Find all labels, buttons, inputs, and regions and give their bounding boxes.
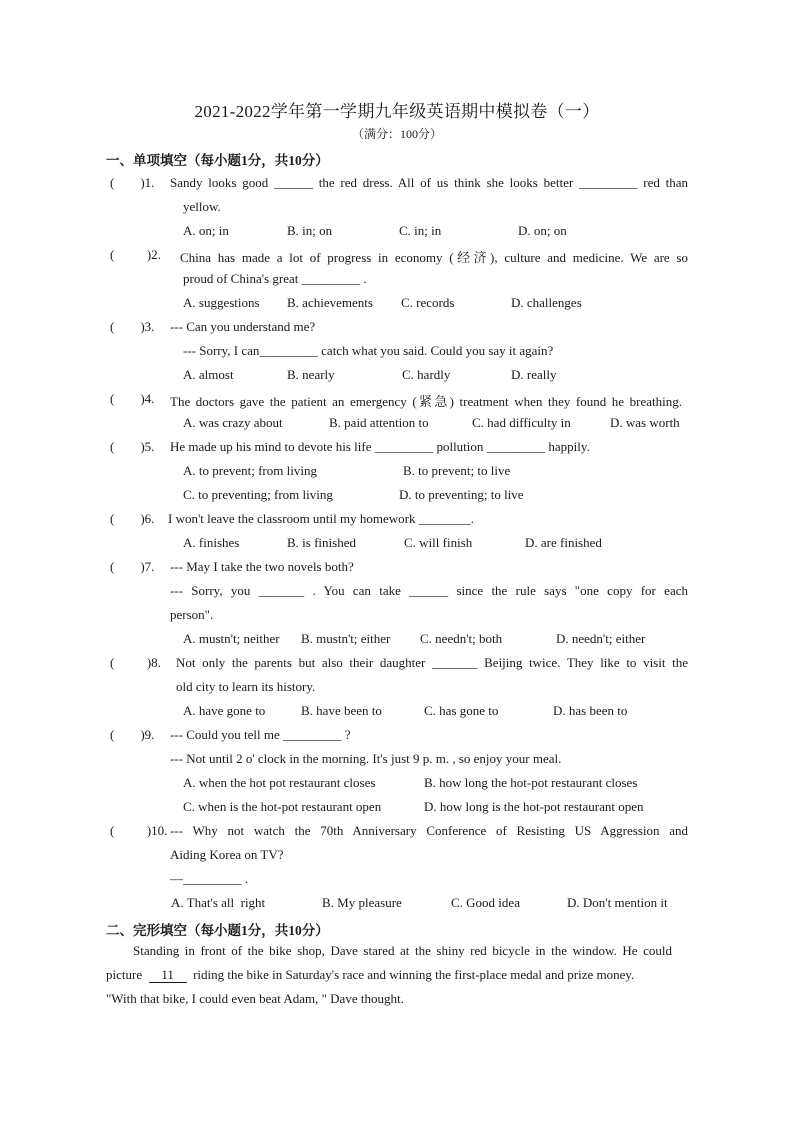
option-d: D. Don't mention it — [567, 895, 668, 910]
question-number: ( )2. — [110, 247, 161, 262]
option-d: D. has been to — [553, 703, 628, 718]
option-a: A. finishes — [183, 535, 240, 550]
option-c: C. had difficulty in — [472, 415, 571, 430]
option-b: B. achievements — [287, 295, 373, 310]
option-c: C. in; in — [399, 223, 442, 238]
question-stem-cont: Aiding Korea on TV? — [170, 847, 284, 862]
question-stem-cont: person". — [170, 607, 214, 622]
option-a: A. suggestions — [183, 295, 260, 310]
passage-line: Standing in front of the bike shop, Dave stared at the shiny red bicycle in the window. He could — [133, 943, 672, 958]
question-number: ( )1. — [110, 175, 155, 190]
option-d: D. to preventing; to live — [399, 487, 524, 502]
option-c: C. will finish — [404, 535, 473, 550]
option-a: A. mustn't; neither — [183, 631, 280, 646]
section-heading-cloze: 二、完形填空（每小题1分，共10分） — [106, 923, 329, 938]
question-stem: --- Can you understand me? — [170, 319, 316, 334]
passage-text: riding the bike in Saturday's race and winning the first-place medal and prize money. — [186, 967, 635, 982]
option-b: B. in; on — [287, 223, 333, 238]
page-title: 2021-2022学年第一学期九年级英语期中模拟卷（一） — [194, 102, 600, 121]
question-stem: He made up his mind to devote his life _________ pollution _________ happily. — [170, 439, 590, 454]
score-note: （满分：100分） — [351, 127, 442, 141]
question-stem-cont: —_________ . — [170, 871, 248, 886]
option-d: D. how long is the hot-pot restaurant open — [424, 799, 644, 814]
option-c: C. to preventing; from living — [183, 487, 333, 502]
question-number: ( )3. — [110, 319, 155, 334]
option-d: D. on; on — [518, 223, 567, 238]
option-d: D. needn't; either — [556, 631, 646, 646]
section-heading-single-choice: 一、单项填空（每小题1分，共10分） — [106, 153, 329, 168]
option-c: C. when is the hot-pot restaurant open — [183, 799, 382, 814]
question-stem-cont: old city to learn its history. — [176, 679, 316, 694]
option-b: B. to prevent; to live — [403, 463, 511, 478]
question-stem: --- May I take the two novels both? — [170, 559, 354, 574]
option-d: D. are finished — [525, 535, 602, 550]
question-stem-cont: --- Not until 2 o' clock in the morning. It's just 9 p. m. , so enjoy your meal. — [170, 751, 562, 766]
option-a: A. That's all right — [171, 895, 266, 910]
option-c: C. hardly — [402, 367, 451, 382]
question-stem: Sandy looks good ______ the red dress. All of us think she looks better _________ red than — [170, 175, 688, 190]
question-stem: The doctors gave the patient an emergency (紧急) treatment when they found he breathing. — [170, 394, 682, 409]
question-number: ( )4. — [110, 391, 155, 406]
question-stem-cont: yellow. — [183, 199, 221, 214]
question-stem: Not only the parents but also their daughter _______ Beijing twice. They like to visit the — [176, 655, 688, 670]
question-number: ( )8. — [110, 655, 161, 670]
question-stem: --- Could you tell me _________ ? — [170, 727, 351, 742]
option-c: C. Good idea — [451, 895, 520, 910]
option-a: A. have gone to — [183, 703, 266, 718]
blank-11: 11 — [149, 968, 187, 983]
option-a: A. was crazy about — [183, 415, 283, 430]
option-c: C. needn't; both — [420, 631, 503, 646]
option-a: A. to prevent; from living — [183, 463, 317, 478]
question-stem-cont: --- Sorry, you _______ . You can take ______ since the rule says "one copy for each — [170, 583, 688, 598]
question-number: ( )6. — [110, 511, 155, 526]
option-a: A. almost — [183, 367, 234, 382]
question-stem: --- Why not watch the 70th Anniversary Conference of Resisting US Aggression and — [170, 823, 688, 838]
option-b: B. paid attention to — [329, 415, 429, 430]
question-number: ( )10. — [110, 823, 168, 838]
question-stem-cont: --- Sorry, I can_________ catch what you said. Could you say it again? — [183, 343, 554, 358]
question-number: ( )5. — [110, 439, 155, 454]
question-number: ( )7. — [110, 559, 155, 574]
passage-text: picture — [106, 967, 149, 982]
option-c: C. has gone to — [424, 703, 499, 718]
option-b: B. how long the hot-pot restaurant closes — [424, 775, 638, 790]
question-stem: China has made a lot of progress in economy (经济), culture and medicine. We are so — [180, 250, 688, 265]
option-d: D. challenges — [511, 295, 582, 310]
passage-line: "With that bike, I could even beat Adam, " Dave thought. — [106, 991, 404, 1006]
option-b: B. is finished — [287, 535, 356, 550]
option-d: D. was worth — [610, 415, 680, 430]
option-d: D. really — [511, 367, 557, 382]
question-stem: I won't leave the classroom until my homework ________. — [168, 511, 474, 526]
question-stem-cont: proud of China's great _________ . — [183, 271, 367, 286]
option-b: B. My pleasure — [322, 895, 402, 910]
passage-line — [106, 967, 634, 983]
option-a: A. on; in — [183, 223, 229, 238]
question-number: ( )9. — [110, 727, 155, 742]
option-b: B. nearly — [287, 367, 335, 382]
option-a: A. when the hot pot restaurant closes — [183, 775, 376, 790]
option-b: B. have been to — [301, 703, 382, 718]
option-c: C. records — [401, 295, 455, 310]
option-b: B. mustn't; either — [301, 631, 391, 646]
